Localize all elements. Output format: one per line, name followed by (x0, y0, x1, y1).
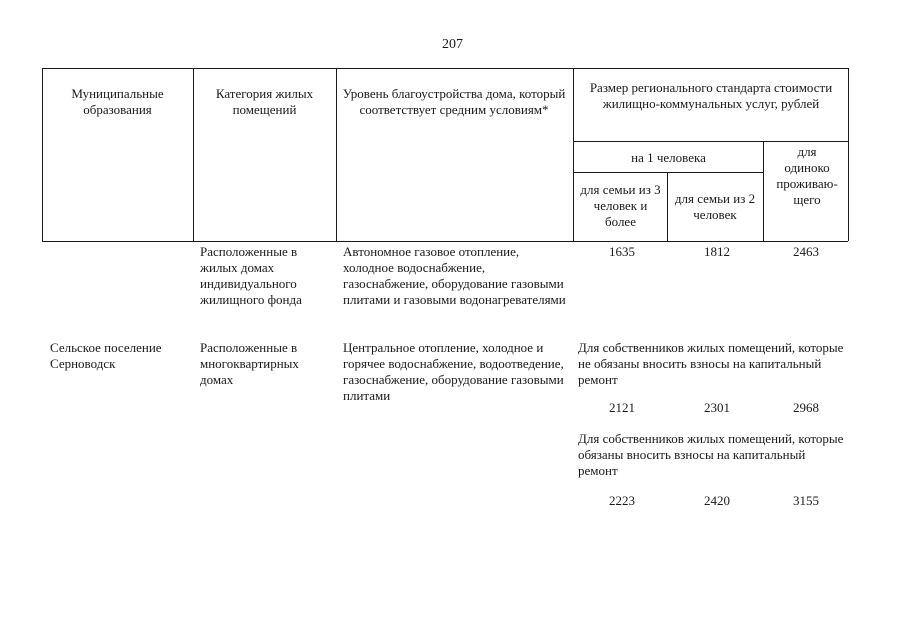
cell-value: 2968 (793, 400, 819, 415)
cell-value: 2301 (704, 400, 730, 415)
cell-municipality: Сельское поселение Серноводск (50, 340, 162, 371)
cell-value: 1812 (704, 244, 730, 259)
header-standard: Размер регионального стандарта стоимости жилищно-коммунальных услуг, рублей (589, 80, 833, 111)
note-capital-repair: Для собственников жилых помещений, которые обязаны вносить взносы на капитальный ремонт (578, 431, 844, 478)
header-municipality: Муниципальные образования (71, 86, 164, 117)
header-per-person: на 1 человека (631, 150, 706, 165)
cell-value: 1635 (609, 244, 635, 259)
header-level: Уровень благоустройства дома, который соответствует средним условиям* (342, 86, 566, 117)
cell-value: 3155 (793, 493, 819, 508)
cell-category: Расположенные в жилых домах индивидуального жилищного фонда (200, 244, 302, 307)
header-family3: для семьи из 3 человек и более (580, 182, 661, 229)
note-no-capital-repair: Для собственников жилых помещений, которые не обязаны вносить взносы на капитальный ремонт (578, 340, 844, 387)
cell-value: 2223 (609, 493, 635, 508)
cell-category: Расположенные в многоквартирных домах (200, 340, 299, 387)
header-family2: для семьи из 2 человек (674, 191, 756, 222)
cell-level: Автономное газовое отопление, холодное водоснабжение, газоснабжение, оборудование газовыми плитами и газовыми водонагревателями (343, 244, 566, 307)
cell-value: 2420 (704, 493, 730, 508)
header-category: Категория жилых помещений (215, 86, 314, 117)
header-single: для одиноко проживаю-щего (776, 144, 838, 207)
cell-value: 2463 (793, 244, 819, 259)
cell-value: 2121 (609, 400, 635, 415)
page-number: 207 (442, 37, 463, 52)
cell-level: Центральное отопление, холодное и горячее водоснабжение, водоотведение, газоснабжение, оборудование газовыми плитами (343, 340, 564, 403)
